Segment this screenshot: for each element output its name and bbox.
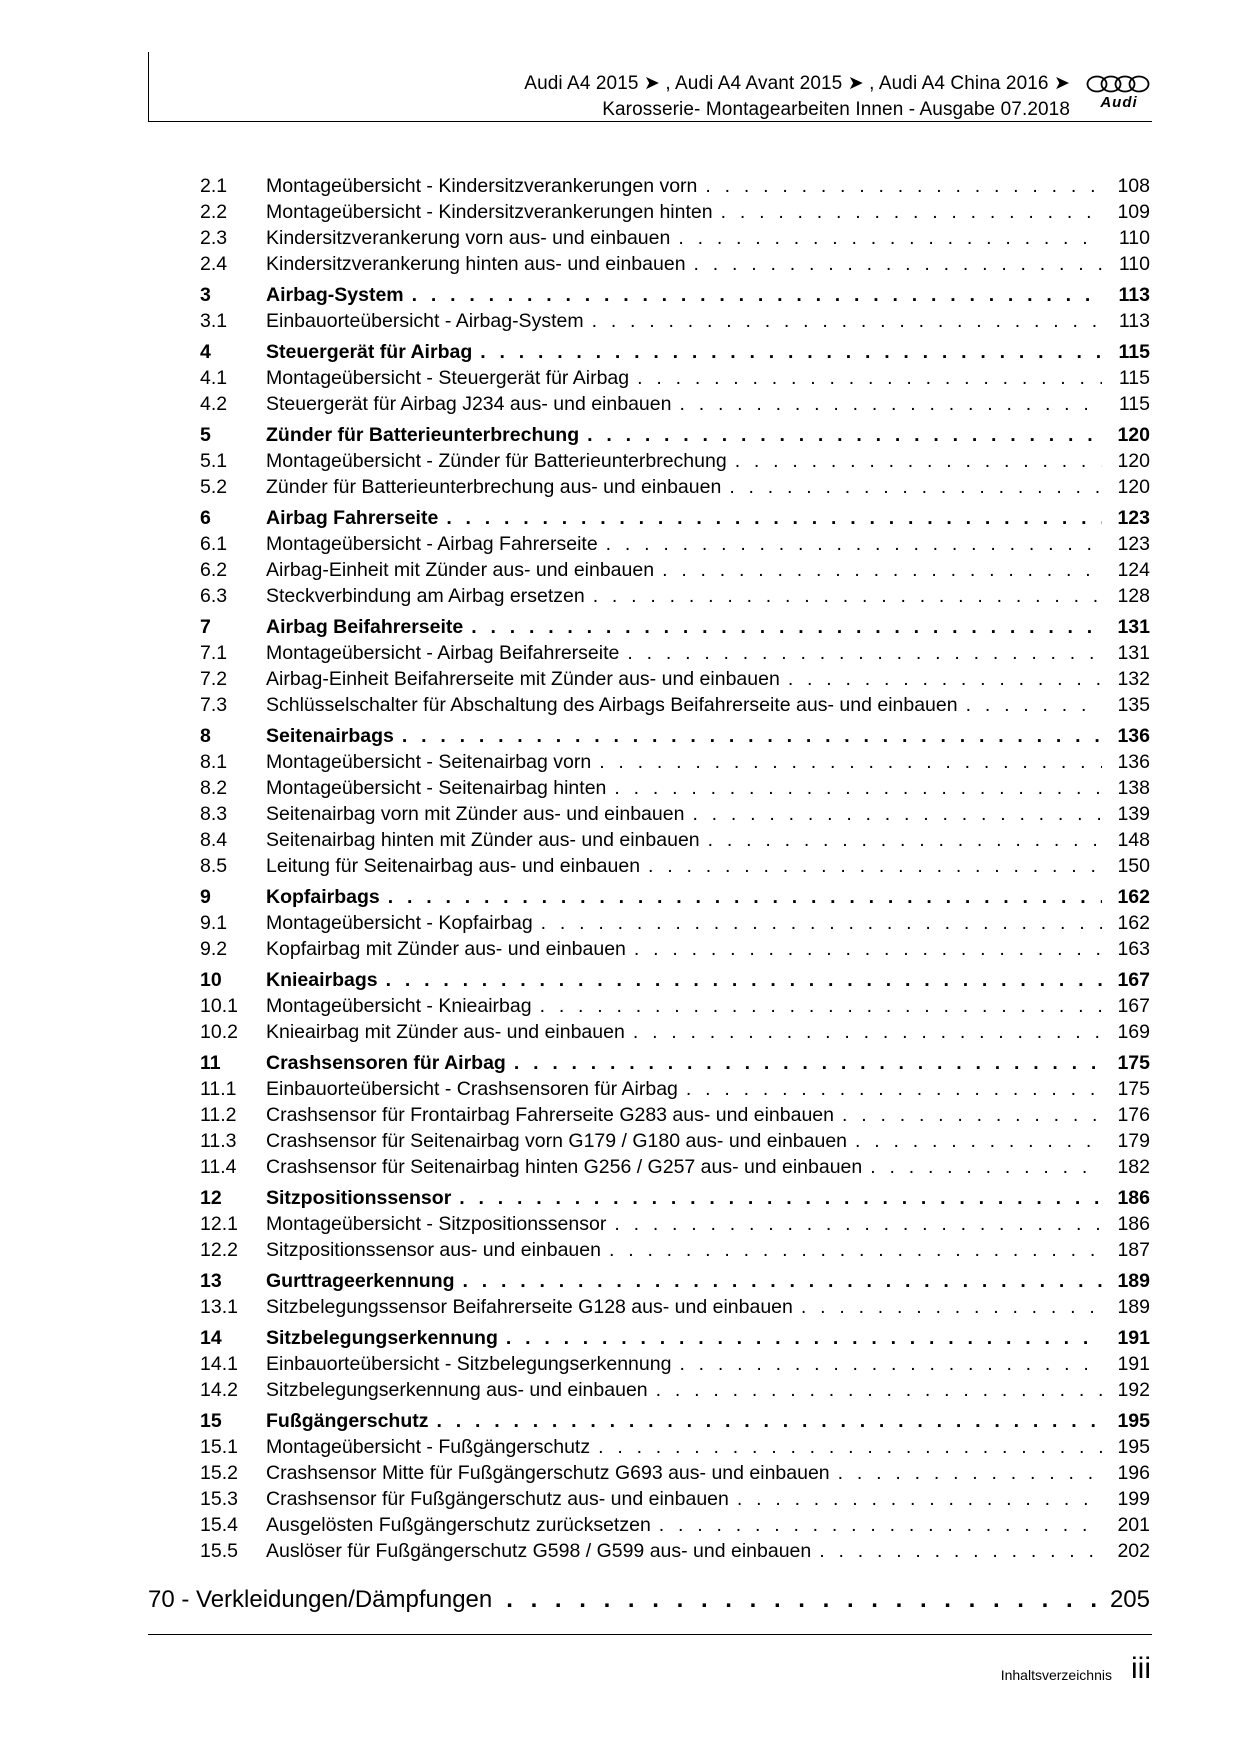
toc-entry-page: 196 <box>1117 1462 1150 1484</box>
toc-entry-page: 135 <box>1117 694 1150 716</box>
toc-entry-row[interactable] <box>200 1154 1150 1180</box>
toc-entry-title: Crashsensoren für Airbag <box>266 1052 506 1074</box>
toc-entry-page: 148 <box>1117 829 1150 851</box>
toc-entry-row[interactable] <box>200 910 1150 936</box>
leader-dots <box>514 1050 1102 1076</box>
toc-entry-page: 115 <box>1118 341 1150 363</box>
toc-entry-number: 14.2 <box>200 1379 238 1401</box>
leader-dots <box>694 251 1102 277</box>
leader-dots <box>412 282 1102 308</box>
toc-entry-row[interactable] <box>200 1460 1150 1486</box>
toc-chapter-row[interactable] <box>200 967 1150 993</box>
toc-entry-number: 6 <box>200 507 211 529</box>
toc-entry-title: Seitenairbag hinten mit Zünder aus- und einbauen <box>266 829 700 851</box>
toc-entry-title: Montageübersicht - Sitzpositionssensor <box>266 1213 607 1235</box>
toc-entry-title: Ausgelösten Fußgängerschutz zurücksetzen <box>266 1514 651 1536</box>
toc-entry-page: 189 <box>1117 1296 1150 1318</box>
toc-entry-page: 162 <box>1117 912 1150 934</box>
leader-dots <box>729 474 1102 500</box>
leader-dots <box>609 1237 1102 1263</box>
toc-entry-number: 8.2 <box>200 777 228 799</box>
toc-chapter-row[interactable] <box>200 505 1150 531</box>
toc-entry-row[interactable] <box>200 692 1150 718</box>
leader-dots <box>801 1294 1102 1320</box>
toc-entry-number: 15.5 <box>200 1540 238 1562</box>
toc-entry-page: 202 <box>1117 1540 1150 1562</box>
toc-entry-title: Schlüsselschalter für Abschaltung des Airbags Beifahrerseite aus- und einbauen <box>266 694 958 716</box>
leader-dots <box>656 1377 1102 1403</box>
toc-chapter-row[interactable] <box>200 1408 1150 1434</box>
table-of-contents <box>200 173 1150 1564</box>
toc-entry-title: Kindersitzverankerung vorn aus- und einbauen <box>266 227 671 249</box>
toc-entry-number: 9 <box>200 886 211 908</box>
leader-dots <box>637 365 1102 391</box>
header-vertical-rule <box>148 52 149 122</box>
toc-chapter-row[interactable] <box>200 282 1150 308</box>
toc-entry-number: 15 <box>200 1410 222 1432</box>
toc-entry-number: 2.4 <box>200 253 228 275</box>
toc-entry-title: Einbauorteübersicht - Crashsensoren für Airbag <box>266 1078 678 1100</box>
toc-entry-title: Gurttrageerkennung <box>266 1270 455 1292</box>
footer-label: Inhaltsverzeichnis <box>1000 1667 1112 1683</box>
toc-entry-number: 15.3 <box>200 1488 238 1510</box>
leader-dots <box>648 853 1102 879</box>
header-manual-title: Karosserie- Montagearbeiten Innen - Ausgabe 07.2018 <box>602 99 1070 120</box>
toc-major-section[interactable] <box>148 1585 1150 1615</box>
leader-dots <box>541 910 1102 936</box>
toc-entry-title: Crashsensor für Seitenairbag hinten G256 / G257 aus- und einbauen <box>266 1156 863 1178</box>
leader-dots <box>966 692 1102 718</box>
toc-entry-number: 7.2 <box>200 668 228 690</box>
leader-dots <box>506 1325 1102 1351</box>
leader-dots <box>388 884 1102 910</box>
toc-entry-number: 11.1 <box>200 1078 237 1100</box>
toc-entry-number: 8.1 <box>200 751 228 773</box>
leader-dots <box>634 936 1102 962</box>
leader-dots <box>705 173 1102 199</box>
toc-entry-title: Auslöser für Fußgängerschutz G598 / G599 aus- und einbauen <box>266 1540 812 1562</box>
toc-entry-title: Steuergerät für Airbag J234 aus- und einbauen <box>266 393 672 415</box>
toc-entry-number: 5.1 <box>200 450 228 472</box>
header-vehicle-models: Audi A4 2015 ➤ , Audi A4 Avant 2015 ➤ , Audi A4 China 2016 ➤ <box>524 73 1070 94</box>
toc-entry-row[interactable] <box>200 474 1150 500</box>
toc-entry-page: 131 <box>1117 616 1150 638</box>
toc-entry-page: 128 <box>1117 585 1150 607</box>
toc-entry-row[interactable] <box>200 308 1150 334</box>
toc-entry-number: 4.2 <box>200 393 228 415</box>
toc-entry-row[interactable] <box>200 531 1150 557</box>
toc-entry-page: 120 <box>1117 424 1150 446</box>
leader-dots <box>633 1019 1102 1045</box>
leader-dots <box>819 1538 1102 1564</box>
toc-entry-page: 189 <box>1117 1270 1150 1292</box>
toc-entry-title: Zünder für Batterieunterbrechung <box>266 424 580 446</box>
leader-dots <box>692 801 1102 827</box>
toc-entry-page: 113 <box>1118 284 1150 306</box>
toc-entry-number: 11.2 <box>200 1104 237 1126</box>
leader-dots <box>855 1128 1102 1154</box>
toc-entry-page: 138 <box>1117 777 1150 799</box>
footer-page-number: iii <box>1131 1652 1151 1685</box>
toc-entry-page: 186 <box>1117 1187 1150 1209</box>
toc-entry-title: Montageübersicht - Zünder für Batterieunterbrechung <box>266 450 727 472</box>
leader-dots <box>686 1076 1102 1102</box>
toc-entry-number: 11.3 <box>200 1130 237 1152</box>
toc-entry-row[interactable] <box>200 1294 1150 1320</box>
leader-dots <box>540 993 1102 1019</box>
leader-dots <box>788 666 1102 692</box>
leader-dots <box>459 1185 1102 1211</box>
toc-entry-number: 7.1 <box>200 642 228 664</box>
toc-entry-row[interactable] <box>200 1128 1150 1154</box>
toc-entry-page: 201 <box>1117 1514 1150 1536</box>
toc-entry-row[interactable] <box>200 1512 1150 1538</box>
toc-entry-page: 167 <box>1117 969 1150 991</box>
toc-entry-title: Airbag-Einheit Beifahrerseite mit Zünder aus- und einbauen <box>266 668 780 690</box>
toc-entry-page: 139 <box>1117 803 1150 825</box>
toc-entry-page: 192 <box>1117 1379 1150 1401</box>
toc-entry-number: 10.1 <box>200 995 238 1017</box>
toc-entry-page: 115 <box>1118 393 1150 415</box>
toc-entry-page: 179 <box>1117 1130 1150 1152</box>
toc-entry-number: 11 <box>200 1052 221 1074</box>
leader-dots <box>480 339 1102 365</box>
toc-entry-row[interactable] <box>200 448 1150 474</box>
major-section-page: 205 <box>1109 1586 1150 1613</box>
leader-dots <box>471 614 1102 640</box>
toc-entry-page: 191 <box>1117 1327 1150 1349</box>
toc-entry-page: 176 <box>1117 1104 1150 1126</box>
toc-entry-title: Crashsensor für Seitenairbag vorn G179 / G180 aus- und einbauen <box>266 1130 848 1152</box>
leader-dots <box>679 391 1102 417</box>
leader-dots <box>662 557 1102 583</box>
toc-entry-page: 182 <box>1117 1156 1150 1178</box>
toc-entry-page: 191 <box>1117 1353 1150 1375</box>
toc-entry-row[interactable] <box>200 801 1150 827</box>
toc-entry-row[interactable] <box>200 853 1150 879</box>
toc-entry-title: Steckverbindung am Airbag ersetzen <box>266 585 585 607</box>
leader-dots <box>838 1460 1102 1486</box>
toc-entry-title: Airbag-System <box>266 284 404 306</box>
toc-entry-page: 115 <box>1118 367 1150 389</box>
toc-entry-title: Montageübersicht - Airbag Fahrerseite <box>266 533 598 555</box>
toc-entry-number: 8.3 <box>200 803 228 825</box>
toc-entry-row[interactable] <box>200 1076 1150 1102</box>
toc-entry-title: Montageübersicht - Seitenairbag hinten <box>266 777 607 799</box>
leader-dots <box>679 1351 1102 1377</box>
leader-dots <box>587 422 1102 448</box>
toc-entry-page: 195 <box>1117 1436 1150 1458</box>
toc-entry-number: 2.1 <box>200 175 228 197</box>
toc-entry-number: 9.1 <box>200 912 228 934</box>
audi-logo-text: Audi <box>1100 94 1138 111</box>
toc-entry-row[interactable] <box>200 936 1150 962</box>
toc-entry-title: Montageübersicht - Fußgängerschutz <box>266 1436 591 1458</box>
toc-entry-title: Airbag-Einheit mit Zünder aus- und einbauen <box>266 559 655 581</box>
toc-chapter-row[interactable] <box>200 339 1150 365</box>
toc-entry-row[interactable] <box>200 557 1150 583</box>
toc-entry-title: Airbag Beifahrerseite <box>266 616 464 638</box>
toc-entry-number: 14.1 <box>200 1353 238 1375</box>
leader-dots <box>437 1408 1102 1434</box>
leader-dots <box>386 967 1102 993</box>
toc-entry-page: 162 <box>1117 886 1150 908</box>
toc-entry-row[interactable] <box>200 1019 1150 1045</box>
toc-entry-row[interactable] <box>200 1377 1150 1403</box>
toc-entry-number: 5.2 <box>200 476 228 498</box>
leader-dots <box>614 775 1102 801</box>
toc-entry-page: 195 <box>1117 1410 1150 1432</box>
toc-entry-title: Einbauorteübersicht - Sitzbelegungserkennung <box>266 1353 672 1375</box>
toc-entry-title: Montageübersicht - Kopfairbag <box>266 912 533 934</box>
toc-entry-number: 12.1 <box>200 1213 238 1235</box>
toc-entry-title: Crashsensor für Frontairbag Fahrerseite G283 aus- und einbauen <box>266 1104 834 1126</box>
toc-entry-title: Crashsensor Mitte für Fußgängerschutz G693 aus- und einbauen <box>266 1462 830 1484</box>
leader-dots <box>606 531 1102 557</box>
toc-entry-title: Steuergerät für Airbag <box>266 341 473 363</box>
leader-dots <box>678 225 1102 251</box>
toc-entry-title: Knieairbag mit Zünder aus- und einbauen <box>266 1021 625 1043</box>
leader-dots <box>659 1512 1102 1538</box>
leader-dots <box>842 1102 1102 1128</box>
toc-chapter-row[interactable] <box>200 884 1150 910</box>
toc-entry-number: 15.2 <box>200 1462 238 1484</box>
toc-entry-row[interactable] <box>200 993 1150 1019</box>
toc-entry-row[interactable] <box>200 199 1150 225</box>
toc-entry-number: 10.2 <box>200 1021 238 1043</box>
toc-entry-page: 136 <box>1117 725 1150 747</box>
toc-entry-row[interactable] <box>200 225 1150 251</box>
toc-entry-title: Montageübersicht - Kindersitzverankerungen hinten <box>266 201 713 223</box>
toc-chapter-row[interactable] <box>200 1325 1150 1351</box>
toc-entry-number: 8 <box>200 725 211 747</box>
toc-entry-title: Knieairbags <box>266 969 378 991</box>
toc-entry-number: 7 <box>200 616 211 638</box>
leader-dots <box>870 1154 1102 1180</box>
toc-entry-page: 120 <box>1117 476 1150 498</box>
toc-entry-row[interactable] <box>200 583 1150 609</box>
toc-entry-page: 124 <box>1117 559 1150 581</box>
toc-entry-number: 14 <box>200 1327 222 1349</box>
toc-entry-title: Kopfairbag mit Zünder aus- und einbauen <box>266 938 626 960</box>
toc-entry-number: 6.3 <box>200 585 228 607</box>
toc-entry-number: 8.4 <box>200 829 228 851</box>
toc-entry-number: 2.3 <box>200 227 228 249</box>
leader-dots <box>463 1268 1102 1294</box>
toc-entry-row[interactable] <box>200 1211 1150 1237</box>
toc-entry-page: 167 <box>1117 995 1150 1017</box>
toc-entry-number: 13 <box>200 1270 222 1292</box>
leader-dots <box>627 640 1102 666</box>
leader-dots <box>599 749 1102 775</box>
toc-entry-row[interactable] <box>200 251 1150 277</box>
toc-entry-number: 4.1 <box>200 367 228 389</box>
toc-entry-title: Einbauorteübersicht - Airbag-System <box>266 310 584 332</box>
toc-entry-number: 4 <box>200 341 211 363</box>
toc-entry-title: Montageübersicht - Knieairbag <box>266 995 532 1017</box>
toc-entry-title: Sitzbelegungserkennung <box>266 1327 498 1349</box>
major-section-title: 70 - Verkleidungen/Dämpfungen <box>148 1586 493 1613</box>
toc-entry-page: 108 <box>1117 175 1150 197</box>
toc-entry-page: 187 <box>1117 1239 1150 1261</box>
toc-entry-row[interactable] <box>200 666 1150 692</box>
toc-entry-page: 120 <box>1117 450 1150 472</box>
toc-entry-row[interactable] <box>200 1102 1150 1128</box>
toc-entry-title: Montageübersicht - Steuergerät für Airbag <box>266 367 630 389</box>
toc-entry-title: Seitenairbags <box>266 725 394 747</box>
leader-dots <box>593 583 1102 609</box>
toc-entry-page: 123 <box>1117 507 1150 529</box>
toc-chapter-row[interactable] <box>200 1268 1150 1294</box>
footer-rule <box>148 1634 1152 1635</box>
toc-chapter-row[interactable] <box>200 614 1150 640</box>
toc-entry-number: 10 <box>200 969 222 991</box>
toc-entry-row[interactable] <box>200 1237 1150 1263</box>
toc-entry-number: 7.3 <box>200 694 228 716</box>
toc-entry-number: 6.1 <box>200 533 228 555</box>
toc-entry-number: 12 <box>200 1187 222 1209</box>
toc-entry-row[interactable] <box>200 827 1150 853</box>
toc-entry-title: Sitzbelegungserkennung aus- und einbauen <box>266 1379 648 1401</box>
toc-entry-page: 136 <box>1117 751 1150 773</box>
toc-entry-page: 175 <box>1117 1078 1150 1100</box>
toc-entry-title: Leitung für Seitenairbag aus- und einbauen <box>266 855 641 877</box>
toc-entry-page: 110 <box>1118 227 1150 249</box>
toc-entry-title: Montageübersicht - Seitenairbag vorn <box>266 751 592 773</box>
toc-entry-row[interactable] <box>200 1351 1150 1377</box>
toc-entry-page: 109 <box>1117 201 1150 223</box>
toc-entry-title: Fußgängerschutz <box>266 1410 429 1432</box>
toc-entry-title: Airbag Fahrerseite <box>266 507 439 529</box>
toc-entry-title: Montageübersicht - Kindersitzverankerungen vorn <box>266 175 698 197</box>
leader-dots <box>708 827 1102 853</box>
leader-dots <box>592 308 1102 334</box>
toc-entry-row[interactable] <box>200 1434 1150 1460</box>
toc-entry-title: Sitzbelegungssensor Beifahrerseite G128 aus- und einbauen <box>266 1296 793 1318</box>
toc-entry-number: 9.2 <box>200 938 228 960</box>
toc-chapter-row[interactable] <box>200 1185 1150 1211</box>
toc-entry-number: 15.1 <box>200 1436 238 1458</box>
toc-entry-row[interactable] <box>200 775 1150 801</box>
toc-entry-page: 186 <box>1117 1213 1150 1235</box>
toc-entry-row[interactable] <box>200 391 1150 417</box>
toc-entry-number: 13.1 <box>200 1296 238 1318</box>
toc-entry-row[interactable] <box>200 1486 1150 1512</box>
toc-entry-title: Zünder für Batterieunterbrechung aus- und einbauen <box>266 476 722 498</box>
toc-entry-number: 2.2 <box>200 201 228 223</box>
leader-dots <box>446 505 1102 531</box>
toc-entry-title: Kindersitzverankerung hinten aus- und einbauen <box>266 253 686 275</box>
header-rule <box>148 121 1152 122</box>
toc-chapter-row[interactable] <box>200 1050 1150 1076</box>
leader-dots <box>721 199 1102 225</box>
leader-dots <box>737 1486 1102 1512</box>
toc-chapter-row[interactable] <box>200 422 1150 448</box>
toc-entry-number: 3 <box>200 284 211 306</box>
toc-entry-number: 8.5 <box>200 855 228 877</box>
toc-entry-page: 113 <box>1118 310 1150 332</box>
toc-entry-number: 11.4 <box>200 1156 237 1178</box>
leader-dots <box>598 1434 1102 1460</box>
toc-entry-title: Kopfairbags <box>266 886 380 908</box>
toc-entry-row[interactable] <box>200 640 1150 666</box>
toc-entry-title: Montageübersicht - Airbag Beifahrerseite <box>266 642 620 664</box>
leader-dots <box>506 1585 1098 1615</box>
toc-entry-title: Sitzpositionssensor aus- und einbauen <box>266 1239 601 1261</box>
toc-entry-page: 199 <box>1117 1488 1150 1510</box>
toc-entry-row[interactable] <box>200 749 1150 775</box>
toc-entry-page: 132 <box>1117 668 1150 690</box>
toc-entry-number: 5 <box>200 424 211 446</box>
leader-dots <box>402 723 1102 749</box>
toc-entry-number: 6.2 <box>200 559 228 581</box>
leader-dots <box>614 1211 1102 1237</box>
toc-entry-row[interactable] <box>200 1538 1150 1564</box>
toc-entry-page: 123 <box>1117 533 1150 555</box>
toc-entry-page: 169 <box>1117 1021 1150 1043</box>
toc-entry-row[interactable] <box>200 365 1150 391</box>
toc-entry-page: 175 <box>1117 1052 1150 1074</box>
toc-entry-title: Seitenairbag vorn mit Zünder aus- und einbauen <box>266 803 685 825</box>
leader-dots <box>735 448 1102 474</box>
toc-entry-page: 163 <box>1117 938 1150 960</box>
toc-entry-title: Crashsensor für Fußgängerschutz aus- und einbauen <box>266 1488 729 1510</box>
toc-entry-page: 110 <box>1118 253 1150 275</box>
toc-chapter-row[interactable] <box>200 723 1150 749</box>
toc-entry-page: 131 <box>1117 642 1150 664</box>
toc-entry-page: 150 <box>1117 855 1150 877</box>
toc-entry-number: 15.4 <box>200 1514 238 1536</box>
toc-entry-row[interactable] <box>200 173 1150 199</box>
toc-entry-title: Sitzpositionssensor <box>266 1187 452 1209</box>
toc-entry-number: 3.1 <box>200 310 228 332</box>
toc-entry-number: 12.2 <box>200 1239 238 1261</box>
